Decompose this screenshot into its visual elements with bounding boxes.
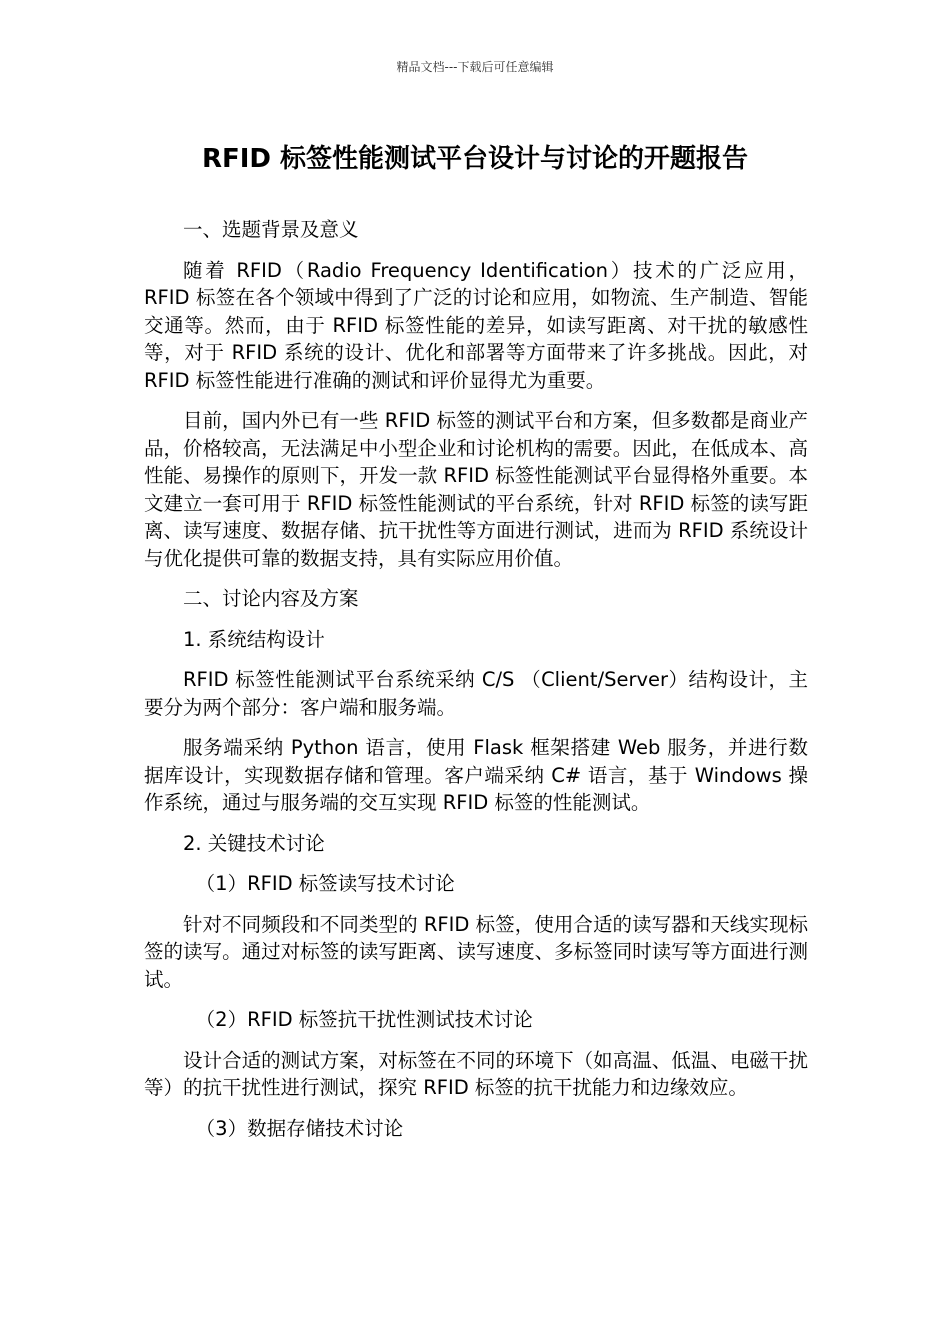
paragraph-read-write: 针对不同频段和不同类型的 RFID 标签，使用合适的读写器和天线实现标签的读写。通过对标签的读写距离、读写速度、多标签同时读写等方面进行测试。 xyxy=(144,912,808,991)
document-title: RFID 标签性能测试平台设计与讨论的开题报告 xyxy=(201,144,749,174)
paragraph-architecture-2: 服务端采纳 Python 语言，使用 Flask 框架搭建 Web 服务，并进行数据库设计，实现数据存储和管理。客户端采纳 C# 语言，基于 Windows 操作系统，通过与服务端的交互实现 RFID 标签的性能测试。 xyxy=(144,736,808,814)
subsection-heading-key-tech: 2. 关键技术讨论 xyxy=(183,831,325,855)
paragraph-anti-interference: 设计合适的测试方案，对标签在不同的环境下（如高温、低温、电磁干扰等）的抗干扰性进行测试，探究 RFID 标签的抗干扰能力和边缘效应。 xyxy=(144,1048,808,1099)
section-heading-content: 二、讨论内容及方案 xyxy=(183,587,359,610)
item-heading-read-write: （1）RFID 标签读写技术讨论 xyxy=(195,872,455,895)
item-heading-data-storage: （3）数据存储技术讨论 xyxy=(195,1116,404,1140)
header-note: 精品文档---下载后可任意编辑 xyxy=(396,60,554,74)
item-heading-anti-interference: （2）RFID 标签抗干扰性测试技术讨论 xyxy=(195,1008,533,1031)
section-heading-background: 一、选题背景及意义 xyxy=(183,218,359,241)
document-body xyxy=(144,216,808,1155)
subsection-heading-architecture: 1. 系统结构设计 xyxy=(183,627,325,651)
paragraph-background-1: 随着 RFID（Radio Frequency Identification）技术的广泛应用，RFID 标签在各个领域中得到了广泛的讨论和应用，如物流、生产制造、智能交通等。然而，由于 RFID 标签性能的差异，如读写距离、对干扰的敏感性等，对于 RFID 系统的设计、优化和部署等方面带来了许多挑战。因此，对 RFID 标签性能进行准确的测试和评价显得尤为重要。 xyxy=(144,258,808,392)
paragraph-architecture-1: RFID 标签性能测试平台系统采纳 C/S （Client/Server）结构设计，主要分为两个部分：客户端和服务端。 xyxy=(144,668,808,719)
paragraph-background-2: 目前，国内外已有一些 RFID 标签的测试平台和方案，但多数都是商业产品，价格较高，无法满足中小型企业和讨论机构的需要。因此，在低成本、高性能、易操作的原则下，开发一款 RFID 标签性能测试平台显得格外重要。本文建立一套可用于 RFID 标签性能测试的平台系统，针对 RFID 标签的读写距离、读写速度、数据存储、抗干扰性等方面进行测试，进而为 RFID 系统设计与优化提供可靠的数据支持，具有实际应用价值。 xyxy=(144,409,808,570)
